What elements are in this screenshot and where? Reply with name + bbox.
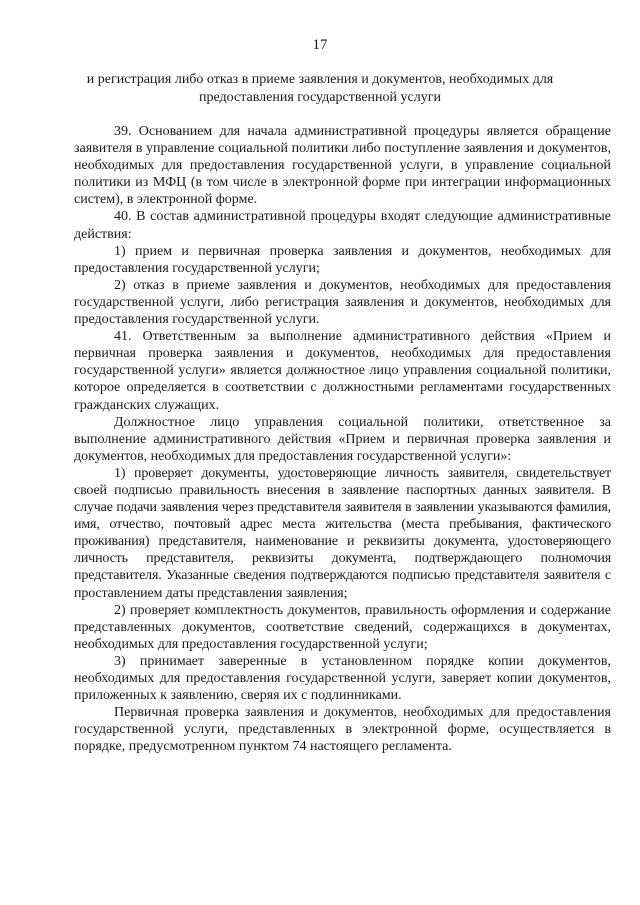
section-heading: и регистрация либо отказ в приеме заявления и документов, необходимых для предоставления государственной услуги xyxy=(86,72,554,105)
paragraph-41: 41. Ответственным за выполнение административного действия «Прием и первичная проверка заявления и документов, необходимых для предоставления государственной услуги» является должностное лицо управления социальной политики, которое определяется в соответствии с должностными регламентами государственных гражданских служащих. xyxy=(74,329,611,413)
paragraph-41-item-3: 3) принимает заверенные в установленном порядке копии документов, необходимых для предоставления государственной услуги, заверяет копии документов, приложенных к заявлению, сверяя их с подлинниками. xyxy=(74,653,611,704)
paragraph-40-item-1: 1) прием и первичная проверка заявления и документов, необходимых для предоставления государственной услуги; xyxy=(74,243,611,276)
paragraph-41-item-2: 2) проверяет комплектность документов, правильность оформления и содержание представленных документов, соответствие сведений, содержащихся в документах, необходимых для предоставления государственной услуги; xyxy=(74,602,611,652)
paragraph-electronic-check: Первичная проверка заявления и документов, необходимых для предоставления государственной услуги, представленных в электронной форме, осуществляется в порядке, предусмотренном пунктом 74 настоящего регламента. xyxy=(74,705,611,755)
paragraph-39: 39. Основанием для начала административной процедуры является обращение заявителя в управление социальной политики либо поступление заявления и документов, необходимых для предоставления государственной услуги, в управление социальной политики из МФЦ (в том числе в электронной форме при интеграции информационных систем), в электронной форме. xyxy=(74,124,611,208)
page-number: 17 xyxy=(312,37,328,53)
paragraph-40-item-2: 2) отказ в приеме заявления и документов, необходимых для предоставления государственной услуги, либо регистрация заявления и документов, необходимых для предоставления государственной услуги. xyxy=(74,277,611,328)
paragraph-41-item-1: 1) проверяет документы, удостоверяющие личность заявителя, свидетельствует своей подписью правильность внесения в заявление паспортных данных заявителя. В случае подачи заявления через представителя заявителя в заявлении указываются фамилия, имя, отчество, почтовый адрес места жительства (места пребывания, фактического проживания) представителя, наименование и реквизиты документа, удостоверяющего личность представителя, реквизиты документа, подтверждающего полномочия представителя. Указанные сведения подтверждаются подписью представителя заявителя с проставлением даты представления заявления; xyxy=(74,465,611,601)
document-body xyxy=(74,123,611,755)
paragraph-40: 40. В состав административной процедуры входят следующие административные действия: xyxy=(74,209,611,242)
paragraph-41-official: Должностное лицо управления социальной политики, ответственное за выполнение административного действия «Прием и первичная проверка заявления и документов, необходимых для предоставления государственной услуги»: xyxy=(74,414,611,464)
